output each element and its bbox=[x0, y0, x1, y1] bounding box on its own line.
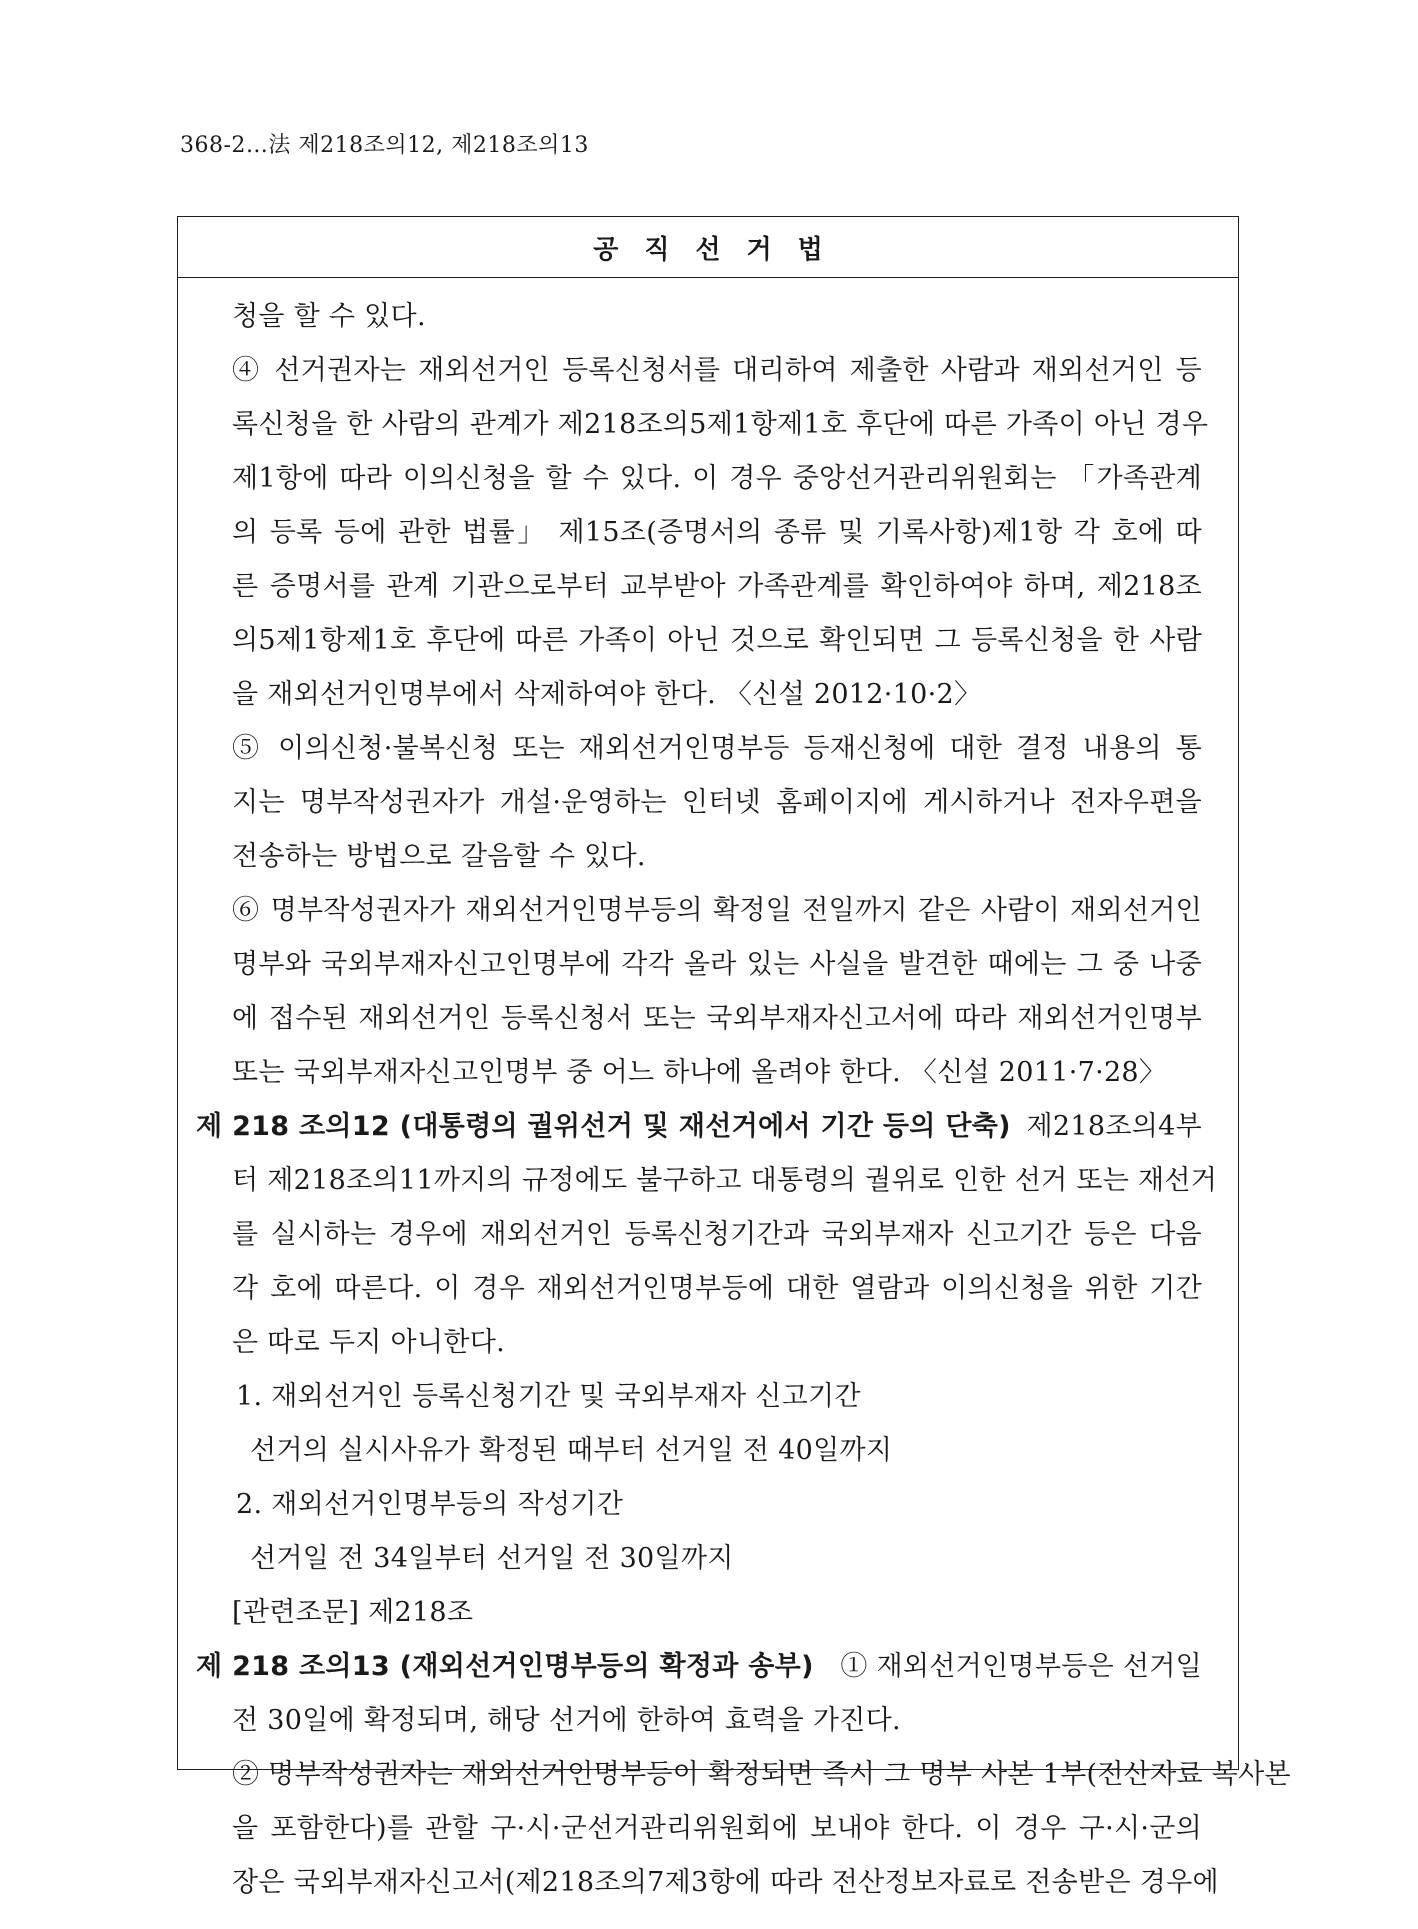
article-218-12-line: 각 호에 따른다. 이 경우 재외선거인명부등에 대한 열람과 이의신청을 위한 기간 bbox=[232, 1273, 1202, 1304]
paragraph-2-line: 을 포함한다)를 관할 구·시·군선거관리위원회에 보내야 한다. 이 경우 구·시·군의 bbox=[232, 1813, 1202, 1844]
paragraph-4-line: ④ 선거권자는 재외선거인 등록신청서를 대리하여 제출한 사람과 재외선거인 등 bbox=[232, 355, 1202, 386]
paragraph-4-line: 제1항에 따라 이의신청을 할 수 있다. 이 경우 중앙선거관리위원회는 「가족관계 bbox=[232, 463, 1202, 494]
paragraph-5-line: 지는 명부작성권자가 개설·운영하는 인터넷 홈페이지에 게시하거나 전자우편을 bbox=[232, 787, 1202, 818]
paragraph-6-line: 또는 국외부재자신고인명부 중 어느 하나에 올려야 한다. 〈신설 2011·7·28〉 bbox=[232, 1057, 1167, 1088]
article-218-12-line: 은 따로 두지 아니한다. bbox=[232, 1327, 505, 1358]
article-218-12-first-line bbox=[196, 1113, 1202, 1140]
paragraph-4-line: 의5제1항제1호 후단에 따른 가족이 아닌 것으로 확인되면 그 등록신청을 한 사람 bbox=[232, 625, 1202, 656]
paragraph-2-line: ② 명부작성권자는 재외선거인명부등이 확정되면 즉시 그 명부 사본 1부(전산자료 복사본 bbox=[232, 1759, 1291, 1790]
article-218-13-line: 전 30일에 확정되며, 해당 선거에 한하여 효력을 가진다. bbox=[232, 1705, 901, 1736]
paragraph-6-line: 명부와 국외부재자신고인명부에 각각 올라 있는 사실을 발견한 때에는 그 중 나중 bbox=[232, 949, 1202, 980]
article-218-13-heading: 제 218 조의13 (재외선거인명부등의 확정과 송부) bbox=[196, 1651, 814, 1682]
box-title: 공직선거법 bbox=[178, 217, 1238, 278]
paragraph-5-line: ⑤ 이의신청·불복신청 또는 재외선거인명부등 등재신청에 대한 결정 내용의 통 bbox=[232, 733, 1202, 764]
item-2-body: 선거일 전 34일부터 선거일 전 30일까지 bbox=[250, 1543, 734, 1574]
page-header: 368-2…法 제218조의12, 제218조의13 bbox=[180, 133, 589, 158]
paragraph-4-line: 을 재외선거인명부에서 삭제하여야 한다. 〈신설 2012·10·2〉 bbox=[232, 679, 982, 710]
item-1-title: 1. 재외선거인 등록신청기간 및 국외부재자 신고기간 bbox=[236, 1381, 861, 1412]
article-218-12-line: 터 제218조의11까지의 규정에도 불구하고 대통령의 궐위로 인한 선거 또는 재선거 bbox=[232, 1165, 1218, 1196]
article-218-13-first-line bbox=[196, 1653, 1202, 1680]
related-articles: [관련조문] 제218조 bbox=[232, 1597, 474, 1628]
paragraph-4-line: 의 등록 등에 관한 법률」 제15조(증명서의 종류 및 기록사항)제1항 각 호에 따 bbox=[232, 517, 1202, 548]
law-text-box bbox=[177, 216, 1291, 1898]
text-line: 청을 할 수 있다. bbox=[232, 301, 426, 332]
paragraph-6-line: ⑥ 명부작성권자가 재외선거인명부등의 확정일 전일까지 같은 사람이 재외선거인 bbox=[232, 895, 1202, 926]
article-218-12-line: 를 실시하는 경우에 재외선거인 등록신청기간과 국외부재자 신고기간 등은 다음 bbox=[232, 1219, 1202, 1250]
paragraph-4-line: 록신청을 한 사람의 관계가 제218조의5제1항제1호 후단에 따른 가족이 아닌 경우 bbox=[232, 409, 1209, 440]
paragraph-4-line: 른 증명서를 관계 기관으로부터 교부받아 가족관계를 확인하여야 하며, 제218조 bbox=[232, 571, 1202, 602]
article-218-13-text: ① 재외선거인명부등은 선거일 bbox=[840, 1651, 1202, 1682]
article-218-12-heading: 제 218 조의12 (대통령의 궐위선거 및 재선거에서 기간 등의 단축) bbox=[196, 1111, 1011, 1142]
item-1-body: 선거의 실시사유가 확정된 때부터 선거일 전 40일까지 bbox=[250, 1435, 893, 1466]
paragraph-2-line: 장은 국외부재자신고서(제218조의7제3항에 따라 전산정보자료로 전송받은 경우에 bbox=[232, 1867, 1219, 1898]
article-218-12-text: 제218조의4부 bbox=[1026, 1111, 1202, 1142]
item-2-title: 2. 재외선거인명부등의 작성기간 bbox=[236, 1489, 624, 1520]
paragraph-5-line: 전송하는 방법으로 갈음할 수 있다. bbox=[232, 841, 646, 872]
paragraph-6-line: 에 접수된 재외선거인 등록신청서 또는 국외부재자신고서에 따라 재외선거인명부 bbox=[232, 1003, 1202, 1034]
